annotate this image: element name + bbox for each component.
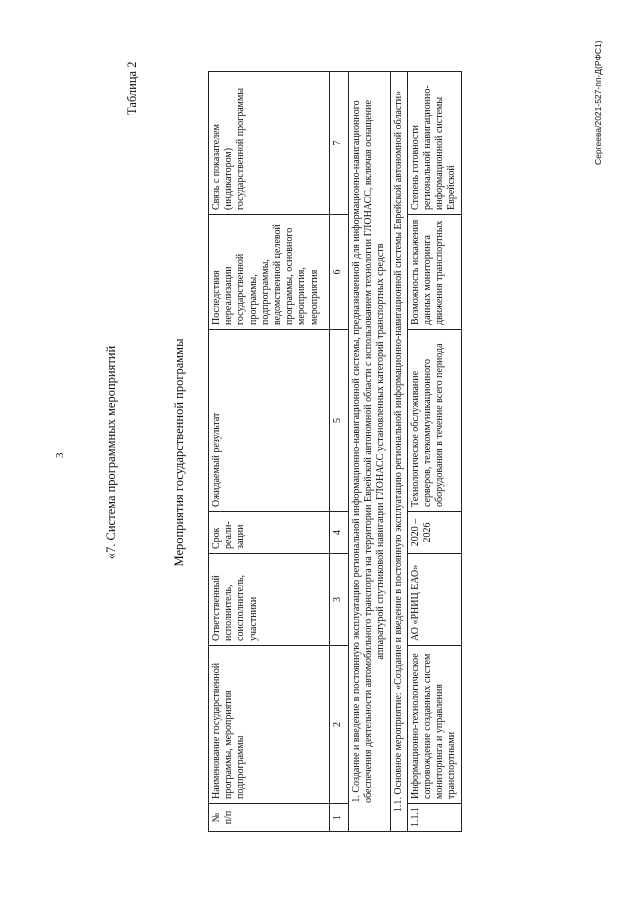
table-row: [407, 72, 461, 832]
row-name: Информационно-технологическое сопровождение созданных систем мониторинга и управления транспортными: [407, 646, 461, 804]
section-row: [349, 72, 391, 832]
header-cell: Связь с показателем (индикатором) государственной программы: [209, 72, 330, 215]
measures-table: [208, 71, 462, 832]
column-number: 1: [330, 804, 349, 832]
section-1-text: 1. Создание и введение в постоянную эксплуатацию региональной информационно-навигационной системы, предназначенной для информационно-навигационного обеспечения деятельности автомобильного транспорта на территории Еврейской автономной области с использованием технологии ГЛОНАСС, включая оснащение аппаратурой спутниковой навигации ГЛОНАСС установленных категорий транспортных средств: [349, 72, 391, 832]
table-header-row: [209, 72, 330, 832]
header-cell: Ожидаемый результат: [209, 330, 330, 512]
row-executor: АО «РНИЦ ЕАО»: [407, 554, 461, 646]
footer-code: Сергеева/2021-527-пп-Д(РФС1): [593, 40, 603, 165]
header-cell: Ответственный исполнитель, соисполнитель, участники: [209, 554, 330, 646]
column-number: 4: [330, 512, 349, 554]
column-number-row: [330, 72, 349, 832]
header-cell: № п/п: [209, 804, 330, 832]
row-result: Технологическое обслуживание серверов, телекоммуникационного оборудования в течение всего периода: [407, 330, 461, 512]
header-cell: Наименование государственной программы, мероприятия подпрограммы: [209, 646, 330, 804]
column-number: 5: [330, 330, 349, 512]
section-title: «7. Система программных мероприятий: [104, 345, 118, 560]
row-period: 2020 – 2026: [407, 512, 461, 554]
row-consequences: Возможность искажения данных мониторинга движения транспортных: [407, 215, 461, 330]
header-cell: Срок реали- зации: [209, 512, 330, 554]
header-cell: Последствия нереализации государственной программы, подпрограммы, ведомственной целевой программы, основного мероприятия, мероприятия: [209, 215, 330, 330]
column-number: 6: [330, 215, 349, 330]
column-number: 2: [330, 646, 349, 804]
section-1-1-text: 1.1. Основное мероприятие: «Создание и введение в постоянную эксплуатацию региональной информационно-навигационной системы Еврейской автономной области»: [390, 72, 407, 832]
table-label: Таблица 2: [125, 61, 139, 115]
page-number: 3: [54, 452, 66, 458]
subsection-row: [390, 72, 407, 832]
row-indicator: Степень готовности региональной навигационно-информационной системы Еврейской: [407, 72, 461, 215]
row-number: 1.1.1: [407, 804, 461, 832]
column-number: 7: [330, 72, 349, 215]
table-title: Мероприятия государственной программы: [172, 338, 186, 567]
column-number: 3: [330, 554, 349, 646]
